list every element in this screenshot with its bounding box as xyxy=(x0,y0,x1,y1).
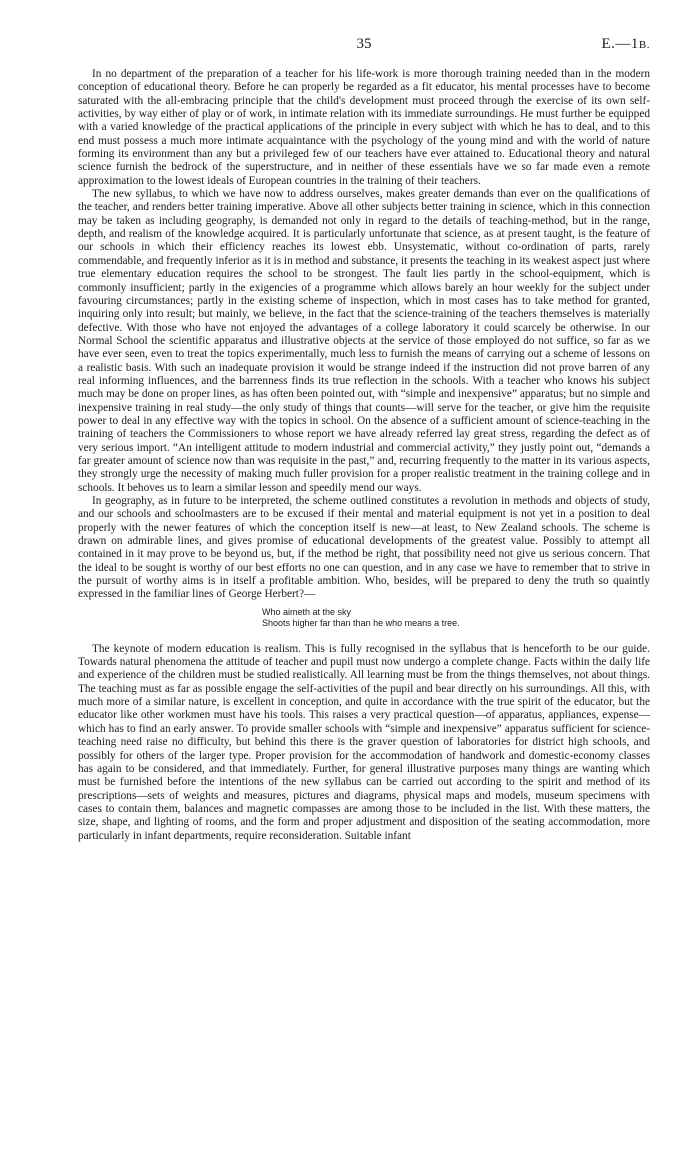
paragraph-teacher-training: In no department of the preparation of a teacher for his life-work is more thorough training needed than in the modern conception of educational theory. Before he can properly be regarded as a fit educator, his mental processes have to become saturated with the all-embracing principle that the child's development must proceed through the exercise of its own self-activities, by way either of play or of work, in intimate relation with its immediate surroundings. He must further be equipped with a varied knowledge of the practical applications of the principle in every subject with which he has to deal, and to this end must possess a much more intimate acquaintance with the psychology of the young mind and with the world of nature forming its environment than any but a privileged few of our teachers have ever attained to. Educational theory and natural science furnish the bedrock of the superstructure, and in neither of these essentials have we so far made even a remote approximation to the lowest ideals of European countries in the training of their teachers. xyxy=(78,68,650,187)
page-header xyxy=(78,36,650,58)
paragraph-new-syllabus: The new syllabus, to which we have now to address ourselves, makes greater demands than ever on the qualifications of the teacher, and renders better training imperative. Above all other subjects better training in science, which in this connection may be taken as including geography, is demanded not only in regard to the details of teaching-method, but in the range, depth, and realism of the knowledge acquired. It is particularly unfortunate that science, as at present taught, is the feature of our schools in which their efficiency reaches its lowest ebb. Unsystematic, without co-ordination of parts, rarely commendable, and frequently inferior as it is in method and substance, it presents the teaching in its weakest aspect just where true elementary education requires the school to be strongest. The fault lies partly in the school-equipment, which is commonly insufficient; partly in the exigencies of a programme which allows barely an hour weekly for the subject under favouring circumstances; partly in the existing scheme of inspection, which in most cases has to take method for granted, inquiring only into result; but mainly, we believe, in the fact that the science-training of the teachers themselves is materially defective. With those who have not enjoyed the advantages of a college laboratory it could scarcely be otherwise. In our Normal School the scientific apparatus and illustrative objects at the service of those employed do not suffice, so far as we have ever seen, even to treat the topics experimentally, much less to furnish the means of carrying out a scheme of lessons on a realistic basis. With such an inadequate provision it would be strange indeed if the instruction did not prove barren of any real informing influences, and the barrenness finds its true reflection in the schools. With a teacher who knows his subject much may be done on proper lines, as has often been pointed out, with “simple and inexpensive” apparatus; but no simple and inexpensive training in real study—the only study of things that counts—will serve for the teacher, or give him the requisite power to deal in any effective way with the topics in school. On the absence of a sufficient amount of science-teaching in the training of teachers the Commissioners to whose report we have already referred lay great stress, regarding the defect as of very serious import. “An intelligent attitude to modern industrial and commercial activity,” they justly point out, “demands a far greater amount of science now than was requisite in the past,” and, recurring frequently to the matter in its various aspects, they strongly urge the necessity of making much fuller provision for a proper realistic treatment in the training college and in schools. It behoves us to learn a similar lesson and speedily mend our ways. xyxy=(78,188,650,494)
poem-quote xyxy=(262,607,650,630)
paragraph-realism: The keynote of modern education is realism. This is fully recognised in the syllabus that is henceforth to be our guide. Towards natural phenomena the attitude of teacher and pupil must now undergo a complete change. Facts within the daily life and experience of the children must be studied realistically. All learning must be from the things themselves, not about things. The teaching must as far as possible engage the self-activities of the pupil and bear directly on his surroundings. All this, with much more of a similar nature, is excellent in conception, and quite in accordance with the true spirit of the educator, but the educator like other workmen must have his tools. This raises a very practical question—of apparatus, appliances, expense—which has to find an early answer. To provide smaller schools with “simple and inexpensive” apparatus sufficient for science-teaching need raise no difficulty, but behind this there is the graver question of laboratories for district high schools, and possibly for others of the larger type. Proper provision for the accommodation of handwork and domestic-economy classes has again to be considered, and that immediately. Further, for general illustrative purposes many things are wanting which must be furnished before the intentions of the new syllabus can be carried out according to the spirit and method of its prescriptions—sets of weights and measures, pictures and diagrams, physical maps and models, museum specimens with cases to contain them, balances and magnetic compasses are among those to be included in the list. With these matters, the size, shape, and lighting of rooms, and the form and proper adjustment and disposition of the seating accommodation, more particularly in infant departments, require reconsideration. Suitable infant xyxy=(78,642,650,842)
page-number: 35 xyxy=(356,36,372,52)
document-page xyxy=(78,36,650,843)
paragraph-geography: In geography, as in future to be interpreted, the scheme outlined constitutes a revolution in methods and objects of study, and our schools and schoolmasters are to be excused if their mental and material equipment is not yet in a position to deal properly with the newer features of which the conception itself is new—at least, to New Zealand schools. The scheme is drawn on admirable lines, and gives promise of educational developments of the greatest value. Possibly to attempt all contained in it may prove to be beyond us, but, if the method be right, that possibility need not give us serious concern. That the ideal to be sought is worthy of our best efforts no one can question, and in any case we have to remember that to strive in the pursuit of worthy aims is in itself a profitable ambition. Who, besides, will be prepared to deny the truth so quaintly expressed in the familiar lines of George Herbert?— xyxy=(78,495,650,601)
poem-line-2: Shoots higher far than than he who means a tree. xyxy=(262,618,460,629)
document-reference xyxy=(601,36,650,53)
document-reference-suffix: B. xyxy=(638,39,650,51)
document-reference-main: E.—1 xyxy=(601,36,639,52)
poem-line-1: Who aimeth at the sky xyxy=(262,606,352,617)
